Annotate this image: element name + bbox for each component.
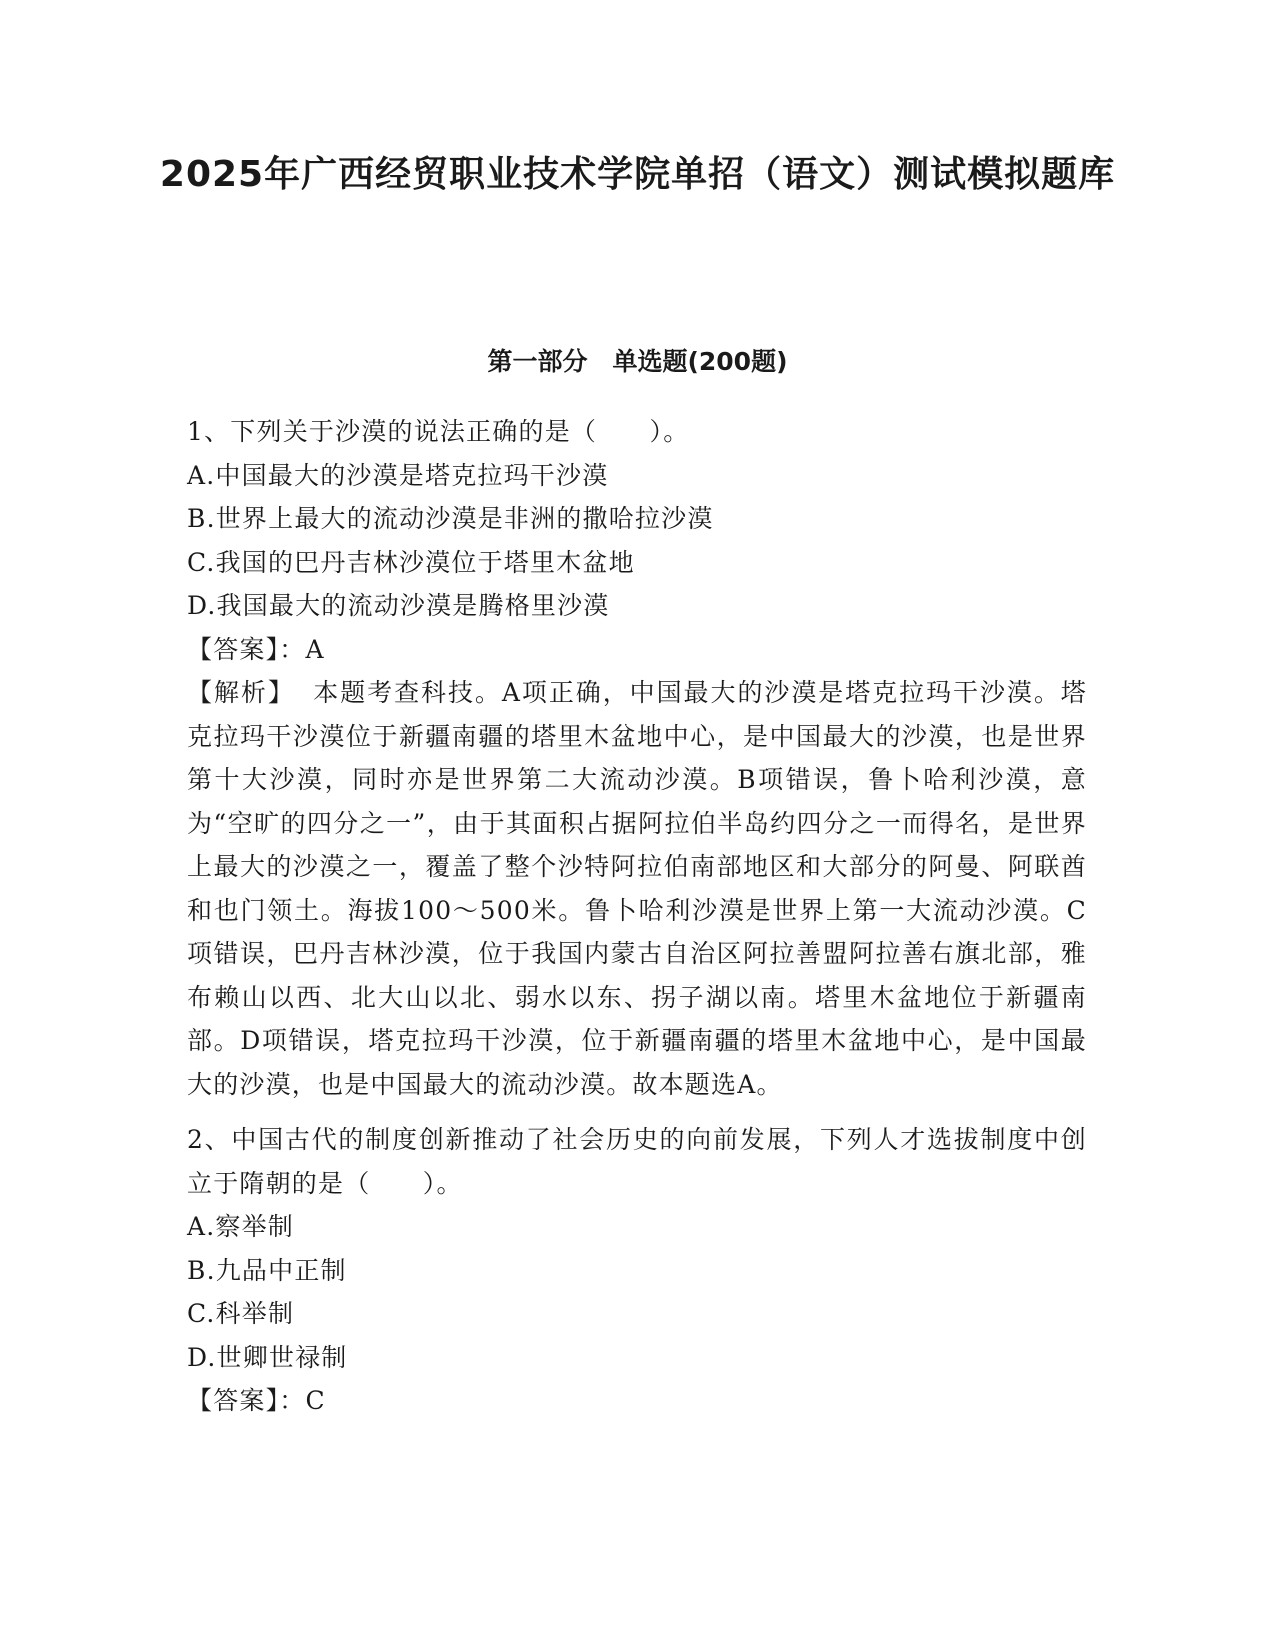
option-a: A.中国最大的沙漠是塔克拉玛干沙漠 (187, 460, 609, 490)
question-stem: 2、中国古代的制度创新推动了社会历史的向前发展，下列人才选拔制度中创立于隋朝的是（ ）。 (187, 1125, 1087, 1198)
option-c: C.我国的巴丹吉林沙漠位于塔里木盆地 (187, 547, 635, 577)
analysis-text: 本题考查科技。A项正确，中国最大的沙漠是塔克拉玛干沙漠。塔克拉玛干沙漠位于新疆南疆的塔里木盆地中心，是中国最大的沙漠，也是世界第十大沙漠，同时亦是世界第二大流动沙漠。B项错误，鲁卜哈利沙漠，意为“空旷的四分之一”，由于其面积占据阿拉伯半岛约四分之一而得名，是世界上最大的沙漠之一，覆盖了整个沙特阿拉伯南部地区和大部分的阿曼、阿联酋和也门领土。海拔100～500米。鲁卜哈利沙漠是世界上第一大流动沙漠。C项错误，巴丹吉林沙漠，位于我国内蒙古自治区阿拉善盟阿拉善右旗北部，雅布赖山以西、北大山以北、弱水以东、拐子湖以南。塔里木盆地位于新疆南部。D项错误，塔克拉玛干沙漠，位于新疆南疆的塔里木盆地中心，是中国最大的沙漠，也是中国最大的流动沙漠。故本题选A。 (187, 678, 1088, 1099)
option-b: B.九品中正制 (187, 1255, 347, 1285)
analysis-label: 【解析】 (187, 678, 283, 707)
question-list (187, 410, 1087, 1423)
question-stem: 1、下列关于沙漠的说法正确的是（ ）。 (187, 417, 690, 446)
option-d: D.世卿世禄制 (187, 1342, 348, 1372)
answer: 【答案】：A (187, 634, 325, 664)
option-d: D.我国最大的流动沙漠是腾格里沙漠 (187, 591, 610, 620)
option-c: C.科举制 (187, 1299, 295, 1328)
answer: 【答案】：C (187, 1386, 326, 1415)
question-2 (187, 1118, 1087, 1423)
analysis (187, 671, 1087, 1106)
document-title: 2025年广西经贸职业技术学院单招（语文）测试模拟题库 (159, 154, 1116, 195)
option-a: A.察举制 (187, 1212, 295, 1241)
question-1 (187, 410, 1087, 1106)
option-b: B.世界上最大的流动沙漠是非洲的撒哈拉沙漠 (187, 504, 714, 533)
section-title: 第一部分 单选题(200题) (487, 347, 788, 376)
